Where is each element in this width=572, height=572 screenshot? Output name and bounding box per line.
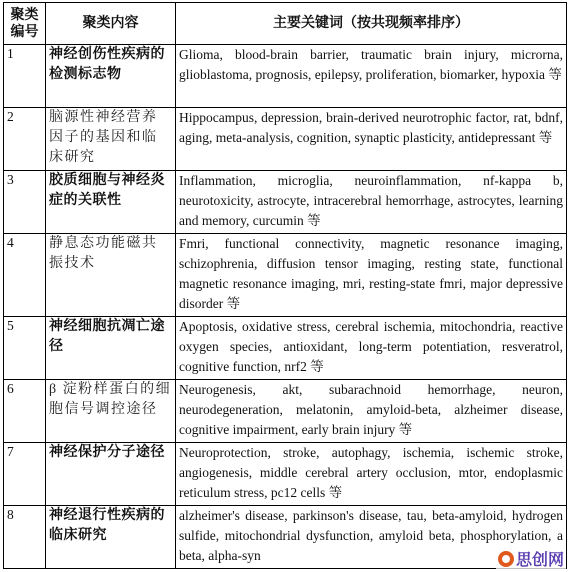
cluster-table <box>3 2 567 569</box>
table-row <box>4 380 567 443</box>
cluster-topic: 脑源性神经营养因子的基因和临床研究 <box>46 108 176 171</box>
cluster-topic: β 淀粉样蛋白的细胞信号调控途径 <box>46 380 176 443</box>
cluster-keywords: alzheimer's disease, parkinson's disease, tau, beta-amyloid, hydrogen sulfide, mitochondrial dysfunction, amyloid beta, phosphorylation, a beta, alpha-syn <box>176 506 567 569</box>
cluster-keywords: Neurogenesis, akt, subarachnoid hemorrhage, neuron, neurodegeneration, melatonin, amyloid-beta, alzheimer disease, cognitive impairment, early brain injury 等 <box>176 380 567 443</box>
cluster-number: 8 <box>4 506 46 569</box>
cluster-number: 6 <box>4 380 46 443</box>
cluster-number: 4 <box>4 234 46 317</box>
cluster-topic: 神经保护分子途径 <box>46 443 176 506</box>
cluster-topic: 神经创伤性疾病的检测标志物 <box>46 45 176 108</box>
table-row <box>4 443 567 506</box>
cluster-keywords: Neuroprotection, stroke, autophagy, ischemia, ischemic stroke, angiogenesis, middle cerebral artery occlusion, mtor, endoplasmic reticulum stress, pc12 cells 等 <box>176 443 567 506</box>
table-row <box>4 506 567 569</box>
watermark-logo-icon <box>498 551 514 567</box>
header-cluster-number: 聚类编号 <box>4 3 46 45</box>
table-header-row <box>4 3 567 45</box>
cluster-topic: 神经退行性疾病的临床研究 <box>46 506 176 569</box>
cluster-keywords: Fmri, functional connectivity, magnetic resonance imaging, schizophrenia, diffusion tensor imaging, resting state, functional magnetic resonance imaging, mri, resting-state fmri, major depressive disorder 等 <box>176 234 567 317</box>
header-cluster-content: 聚类内容 <box>46 3 176 45</box>
table-row <box>4 234 567 317</box>
cluster-keywords: Apoptosis, oxidative stress, cerebral ischemia, mitochondria, reactive oxygen species, antioxidant, long-term potentiation, resveratrol, cognitive function, nrf2 等 <box>176 317 567 380</box>
cluster-number: 5 <box>4 317 46 380</box>
table-row <box>4 45 567 108</box>
cluster-topic: 静息态功能磁共振技术 <box>46 234 176 317</box>
table-row <box>4 171 567 234</box>
cluster-keywords: Hippocampus, depression, brain-derived neurotrophic factor, rat, bdnf, aging, meta-analysis, cognition, synaptic plasticity, antidepressant 等 <box>176 108 567 171</box>
site-watermark <box>496 547 566 570</box>
watermark-text: 思创网 <box>515 550 564 569</box>
cluster-number: 7 <box>4 443 46 506</box>
table-row <box>4 108 567 171</box>
cluster-number: 1 <box>4 45 46 108</box>
header-main-keywords: 主要关键词（按共现频率排序） <box>176 3 567 45</box>
cluster-topic: 神经细胞抗凋亡途径 <box>46 317 176 380</box>
cluster-keywords: Inflammation, microglia, neuroinflammation, nf-kappa b, neurotoxicity, astrocyte, intracerebral hemorrhage, astrocytes, learning and memory, curcumin 等 <box>176 171 567 234</box>
table-row <box>4 317 567 380</box>
cluster-number: 2 <box>4 108 46 171</box>
cluster-topic: 胶质细胞与神经炎症的关联性 <box>46 171 176 234</box>
cluster-keywords: Glioma, blood-brain barrier, traumatic brain injury, microrna, glioblastoma, prognosis, epilepsy, proliferation, biomarker, hypoxia 等 <box>176 45 567 108</box>
cluster-number: 3 <box>4 171 46 234</box>
